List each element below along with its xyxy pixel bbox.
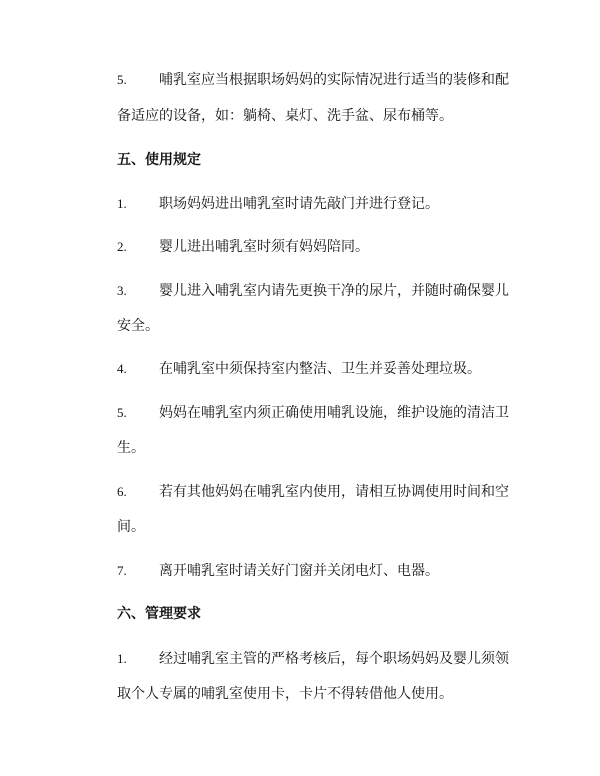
list-item [117,482,540,502]
list-item [117,194,540,214]
item-number: 6. [117,484,127,499]
item-number: 5. [117,405,127,420]
item-text: 取个人专属的哺乳室使用卡，卡片不得转借他人使用。 [117,686,453,702]
item-number: 4. [117,361,127,376]
list-item-continuation [117,438,540,458]
section-heading: 六、管理要求 [117,606,201,622]
item-number: 1. [117,651,127,666]
item-number: 3. [117,283,127,298]
item-number: 1. [117,196,127,211]
item-text: 离开哺乳室时请关好门窗并关闭电灯、电器。 [159,563,439,579]
item-text: 婴儿进入哺乳室内请先更换干净的尿片，并随时确保婴儿 [159,283,509,299]
item-text: 婴儿进出哺乳室时须有妈妈陪同。 [159,239,369,255]
item-text: 妈妈在哺乳室内须正确使用哺乳设施，维护设施的清洁卫 [159,405,509,421]
item-text: 哺乳室应当根据职场妈妈的实际情况进行适当的装修和配 [159,72,509,88]
list-item [117,281,540,301]
section-heading: 五、使用规定 [117,152,201,168]
item-text: 职场妈妈进出哺乳室时请先敲门并进行登记。 [159,196,439,212]
item-text: 在哺乳室中须保持室内整洁、卫生并妥善处理垃圾。 [159,361,481,377]
item-text: 间。 [117,519,145,535]
item-text: 安全。 [117,318,159,334]
list-item-continuation [117,517,540,537]
item-number: 2. [117,239,127,254]
item-text: 备适应的设备，如：躺椅、桌灯、洗手盆、尿布桶等。 [117,108,453,124]
list-item-continuation [117,316,540,336]
item-text: 生。 [117,440,145,456]
item-text: 若有其他妈妈在哺乳室内使用，请相互协调使用时间和空 [159,484,509,500]
list-item [117,70,540,90]
list-item [117,561,540,581]
list-item-continuation [117,684,540,704]
item-text: 经过哺乳室主管的严格考核后，每个职场妈妈及婴儿须领 [159,651,509,667]
item-number: 5. [117,72,127,87]
list-item [117,359,540,379]
item-number: 7. [117,563,127,578]
list-item [117,237,540,257]
list-item [117,403,540,423]
list-item-continuation [117,106,540,126]
list-item [117,649,540,669]
